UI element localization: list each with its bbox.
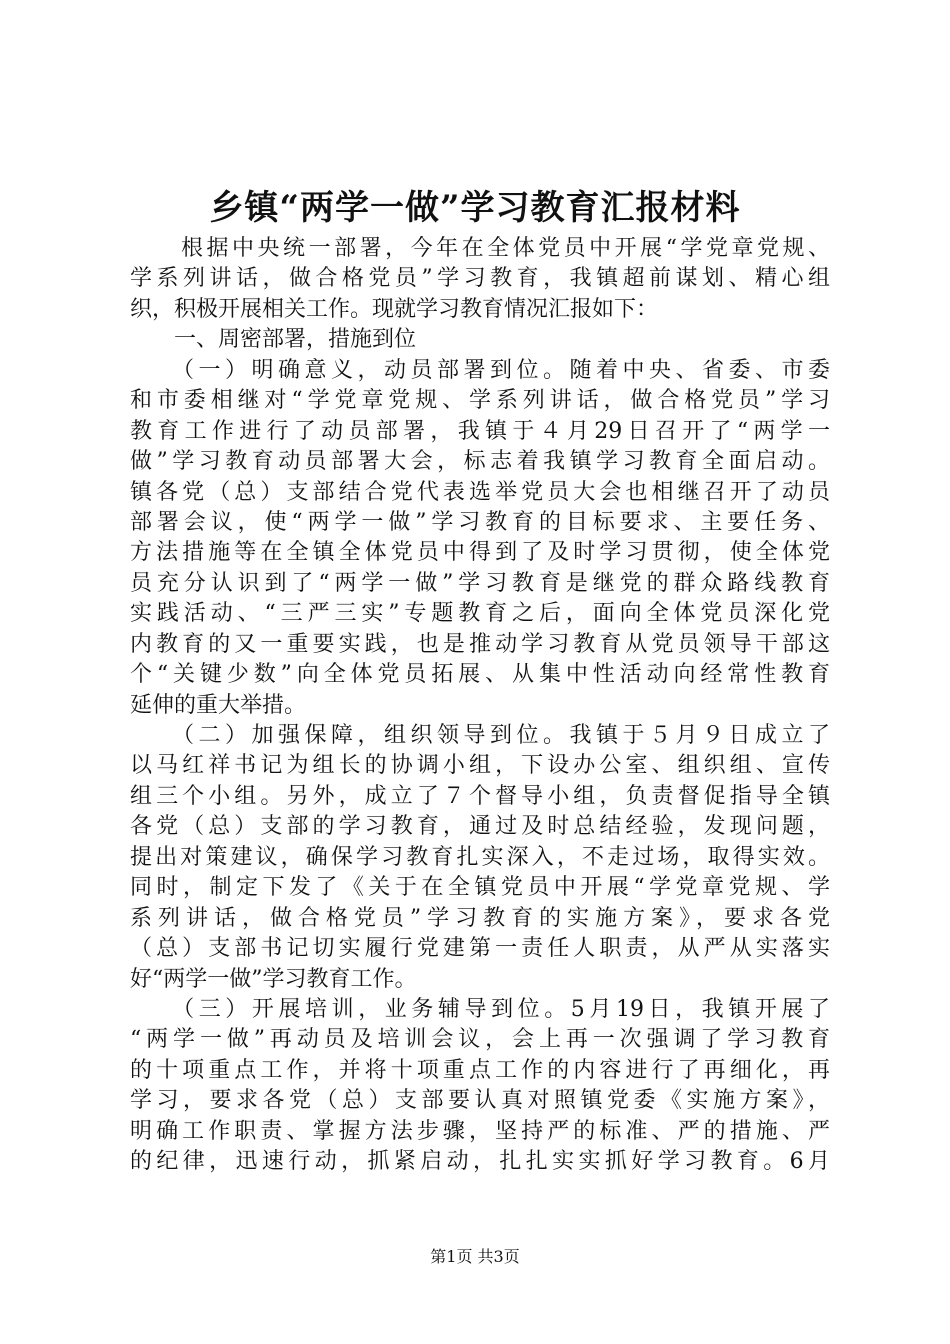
body-line: 和市委相继对“学党章党规、学系列讲话，做合格党员”学习 [130,388,830,414]
body-line: 实践活动、“三严三实”专题教育之后，面向全体党员深化党 [130,601,830,627]
body-line: 做”学习教育动员部署大会，标志着我镇学习教育全面启动。 [130,449,830,475]
document-body [130,234,830,1178]
body-line: 镇各党（总）支部结合党代表选举党员大会也相继召开了动员 [130,479,830,505]
document-title: 乡镇“两学一做”学习教育汇报材料 [209,188,741,228]
body-line: 以马红祥书记为组长的协调小组，下设办公室、组织组、宣传 [130,753,830,779]
body-line: （一）明确意义，动员部署到位。随着中央、省委、市委 [130,357,830,383]
body-line: 组三个小组。另外，成立了７个督导小组，负责督促指导全镇 [130,783,830,809]
body-line: 个“关键少数”向全体党员拓展、从集中性活动向经常性教育 [130,662,830,688]
body-line: 学习，要求各党（总）支部要认真对照镇党委《实施方案》， [130,1088,830,1114]
body-line: 的十项重点工作，并将十项重点工作的内容进行了再细化，再 [130,1057,830,1083]
body-line: 根据中央统一部署，今年在全体党员中开展“学党章党规、 [130,236,830,261]
body-line: 学系列讲话，做合格党员”学习教育，我镇超前谋划、精心组 [130,266,830,292]
body-line: 同时，制定下发了《关于在全镇党员中开展“学党章党规、学 [130,875,830,901]
body-line: 系列讲话，做合格党员”学习教育的实施方案》，要求各党 [130,905,830,931]
body-line: 织，积极开展相关工作。现就学习教育情况汇报如下： [130,296,659,322]
body-line: 好“两学一做”学习教育工作。 [130,966,417,992]
body-line: 明确工作职责、掌握方法步骤，坚持严的标准、严的措施、严 [130,1118,830,1144]
body-line: （总）支部书记切实履行党建第一责任人职责，从严从实落实 [130,936,830,962]
body-line: 员充分认识到了“两学一做”学习教育是继党的群众路线教育 [130,570,830,596]
body-line: 提出对策建议，确保学习教育扎实深入，不走过场，取得实效。 [130,844,830,870]
body-line: “两学一做”再动员及培训会议，会上再一次强调了学习教育 [130,1027,830,1053]
body-line: 延伸的重大举措。 [130,692,307,718]
body-line: 的纪律，迅速行动，抓紧启动，扎扎实实抓好学习教育。6月 [130,1149,830,1175]
body-line: 内教育的又一重要实践，也是推动学习教育从党员领导干部这 [130,631,830,657]
body-line: 一、周密部署，措施到位 [130,327,417,353]
body-line: 方法措施等在全镇全体党员中得到了及时学习贯彻，使全体党 [130,540,830,566]
body-line: （三）开展培训，业务辅导到位。5月19日，我镇开展了 [130,996,830,1022]
body-line: 部署会议，使“两学一做”学习教育的目标要求、主要任务、 [130,509,830,535]
page-footer: 第1页 共3页 [430,1247,520,1266]
body-line: 教育工作进行了动员部署，我镇于４月29日召开了“两学一 [130,418,830,444]
body-line: （二）加强保障，组织领导到位。我镇于５月９日成立了 [130,723,830,748]
body-line: 各党（总）支部的学习教育，通过及时总结经验，发现问题， [130,814,830,840]
